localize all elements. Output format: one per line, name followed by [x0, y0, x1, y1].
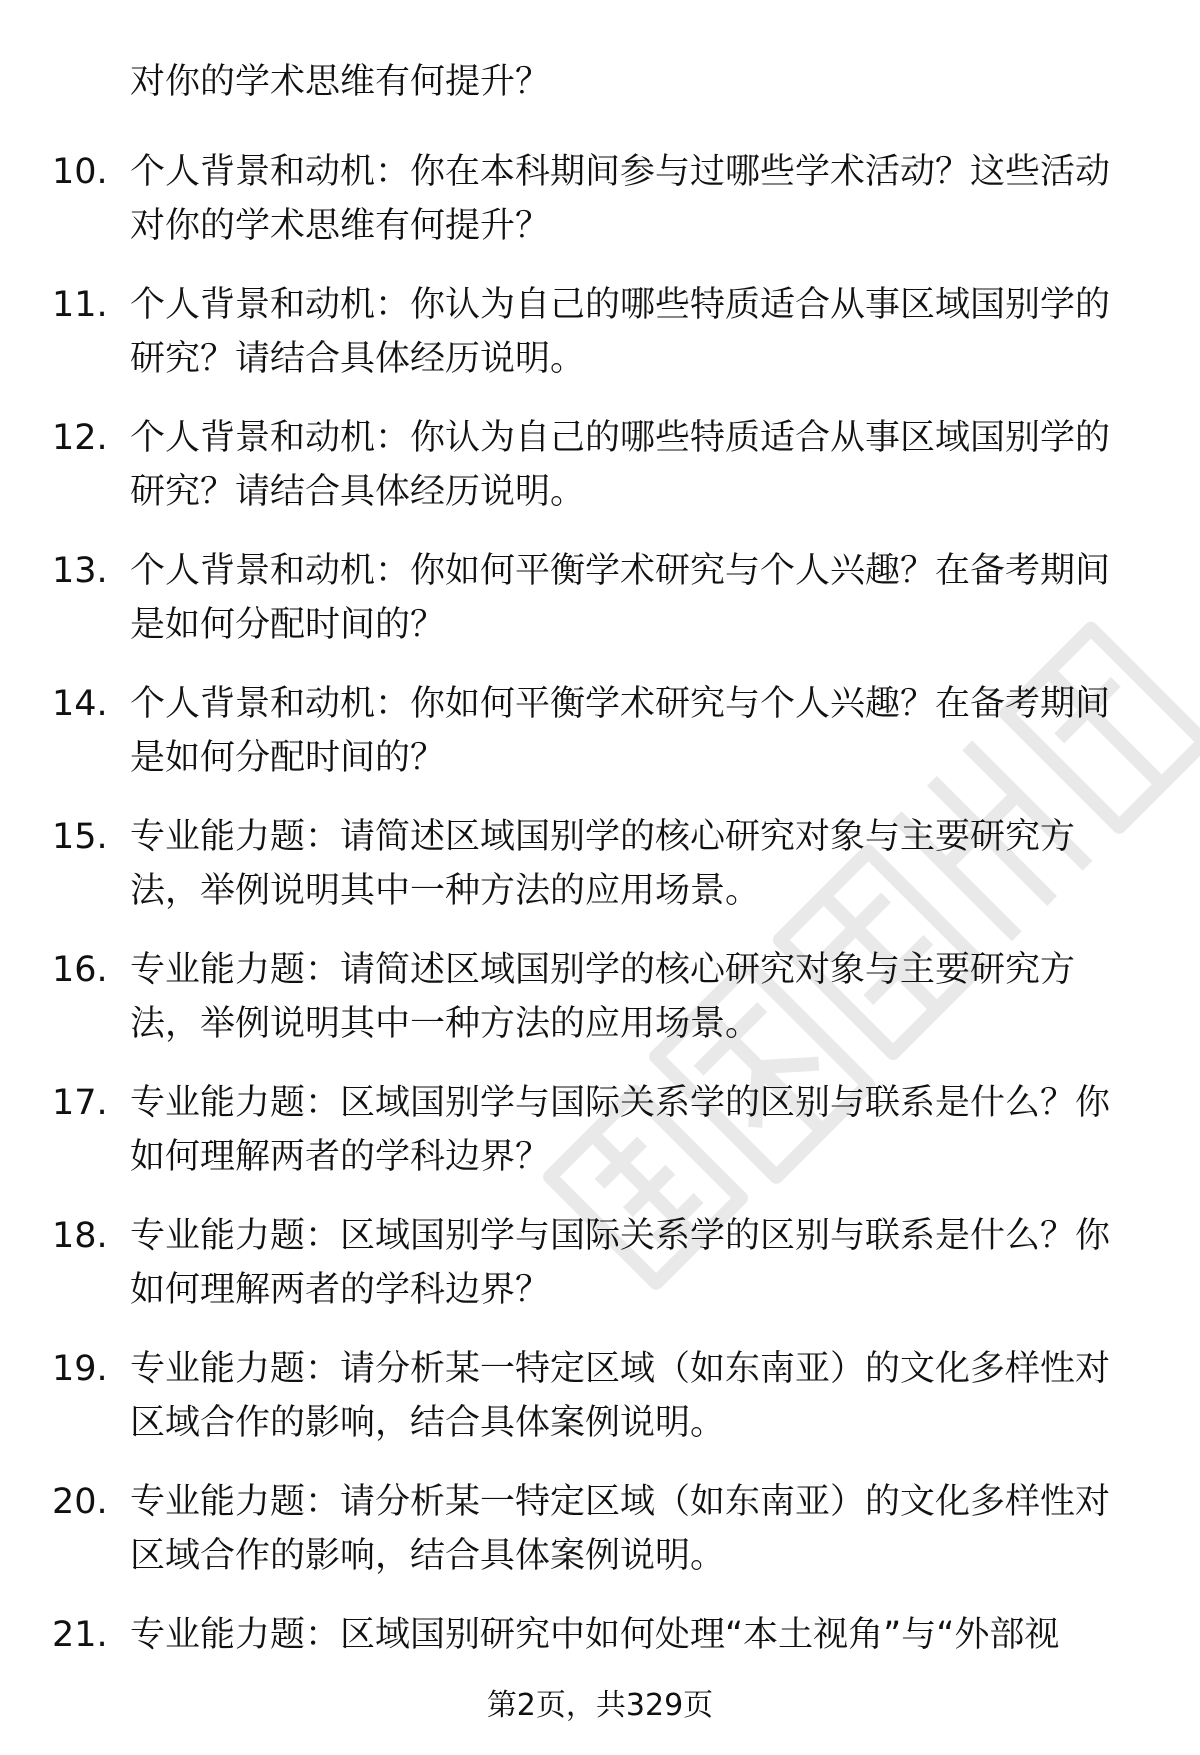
question-line: 如何理解两者的学科边界？ [130, 1270, 551, 1310]
question-item-20 [0, 1475, 1200, 1608]
question-number: 14. [52, 684, 108, 724]
question-line: 区域合作的影响，结合具体案例说明。 [130, 1403, 726, 1443]
question-number: 17. [52, 1083, 108, 1123]
question-text [130, 544, 1142, 652]
question-line: 是如何分配时间的？ [130, 738, 446, 778]
question-line: 法，举例说明其中一种方法的应用场景。 [130, 1004, 761, 1044]
question-number: 20. [52, 1482, 108, 1522]
question-number: 19. [52, 1349, 108, 1389]
question-line: 专业能力题：请简述区域国别学的核心研究对象与主要研究方 [130, 817, 1076, 857]
question-number: 11. [52, 285, 108, 325]
question-number: 21. [52, 1615, 108, 1655]
question-line: 个人背景和动机：你如何平衡学术研究与个人兴趣？在备考期间 [130, 684, 1111, 724]
question-number: 10. [52, 152, 108, 192]
question-text [130, 943, 1142, 1051]
question-line: 是如何分配时间的？ [130, 605, 446, 645]
question-line: 个人背景和动机：你在本科期间参与过哪些学术活动？这些活动 [130, 152, 1111, 192]
question-text [130, 1209, 1142, 1317]
question-text [130, 278, 1142, 386]
question-item-18 [0, 1209, 1200, 1342]
question-item-13 [0, 544, 1200, 677]
question-line: 专业能力题：区域国别研究中如何处理“本土视角”与“外部视 [130, 1615, 1060, 1655]
question-item-15 [0, 810, 1200, 943]
question-number: 15. [52, 817, 108, 857]
question-line: 专业能力题：区域国别学与国际关系学的区别与联系是什么？你 [130, 1083, 1111, 1123]
question-item-19 [0, 1342, 1200, 1475]
question-line: 如何理解两者的学科边界？ [130, 1137, 551, 1177]
question-line: 个人背景和动机：你如何平衡学术研究与个人兴趣？在备考期间 [130, 551, 1111, 591]
question-line: 个人背景和动机：你认为自己的哪些特质适合从事区域国别学的 [130, 285, 1111, 325]
question-line: 法，举例说明其中一种方法的应用场景。 [130, 871, 761, 911]
question-line: 专业能力题：区域国别学与国际关系学的区别与联系是什么？你 [130, 1216, 1111, 1256]
question-text [130, 1475, 1142, 1583]
question-line: 对你的学术思维有何提升？ [130, 206, 551, 246]
question-number: 12. [52, 418, 108, 458]
question-line: 研究？请结合具体经历说明。 [130, 472, 586, 512]
question-item-14 [0, 677, 1200, 810]
question-number: 16. [52, 950, 108, 990]
question-item-10 [0, 145, 1200, 278]
question-line: 专业能力题：请分析某一特定区域（如东南亚）的文化多样性对 [130, 1349, 1111, 1389]
question-text [130, 411, 1142, 519]
question-line: 区域合作的影响，结合具体案例说明。 [130, 1536, 726, 1576]
question-text [130, 1076, 1142, 1184]
question-number: 18. [52, 1216, 108, 1256]
question-list [0, 145, 1200, 1741]
continuation-line: 对你的学术思维有何提升？ [130, 62, 551, 102]
question-text [130, 1608, 1142, 1662]
question-number: 13. [52, 551, 108, 591]
page-footer: 第2页，共329页 [486, 1688, 714, 1723]
question-line: 专业能力题：请简述区域国别学的核心研究对象与主要研究方 [130, 950, 1076, 990]
question-line: 研究？请结合具体经历说明。 [130, 339, 586, 379]
question-item-11 [0, 278, 1200, 411]
question-item-16 [0, 943, 1200, 1076]
question-text [130, 1342, 1142, 1450]
question-line: 个人背景和动机：你认为自己的哪些特质适合从事区域国别学的 [130, 418, 1111, 458]
question-line: 专业能力题：请分析某一特定区域（如东南亚）的文化多样性对 [130, 1482, 1111, 1522]
question-item-12 [0, 411, 1200, 544]
question-item-17 [0, 1076, 1200, 1209]
question-text [130, 145, 1142, 253]
question-text [130, 810, 1142, 918]
question-text [130, 677, 1142, 785]
